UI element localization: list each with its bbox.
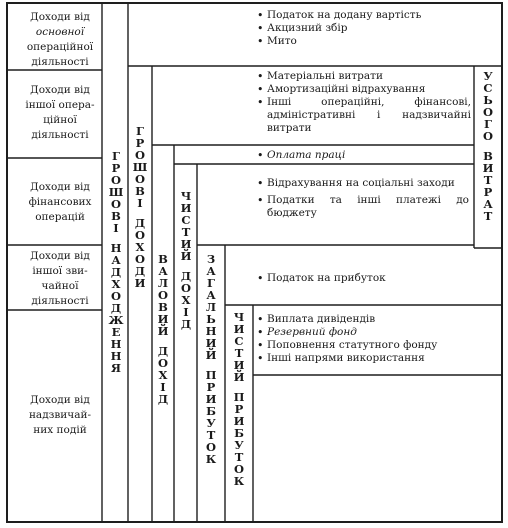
column-letter: О: [233, 462, 245, 476]
column-letter: Й: [157, 324, 169, 338]
column-letter: И: [157, 312, 169, 326]
column-letter: И: [233, 358, 245, 372]
list-profit-tax: [257, 272, 467, 285]
column-letter: Х: [111, 277, 121, 291]
list-social: [257, 177, 469, 220]
column-letter: Х: [135, 240, 145, 254]
column-letter: А: [111, 253, 121, 267]
column-letter: С: [483, 81, 493, 95]
column-letter: Д: [180, 269, 192, 283]
row-label-line: Доходи від: [30, 181, 90, 193]
column-letter: З: [206, 252, 216, 266]
column-letter: Х: [158, 368, 168, 382]
column-letter: І: [113, 221, 119, 235]
column-letter: А: [158, 264, 168, 278]
list-item: • Відрахування на соціальні заходи: [257, 177, 469, 190]
column-letter: Р: [234, 402, 244, 416]
list-item: • Виплата дивідендів: [257, 313, 497, 326]
row-label-line: діяльності: [31, 56, 89, 68]
column-letter: Л: [205, 300, 217, 314]
row-label-line: основної: [35, 26, 85, 38]
column-letter: О: [134, 172, 146, 186]
column-label-net-income: [178, 190, 194, 330]
column-letter: У: [483, 69, 493, 83]
column-letter: Б: [234, 426, 244, 440]
column-letter: И: [180, 201, 192, 215]
column-letter: Д: [134, 216, 146, 230]
column-letter: К: [233, 474, 245, 488]
column-letter: О: [482, 129, 494, 143]
column-letter: Г: [136, 124, 144, 138]
list-item: • Оплата праці: [257, 149, 467, 162]
column-letter: И: [134, 276, 146, 290]
column-letter: Х: [181, 293, 191, 307]
column-letter: П: [205, 368, 217, 382]
column-letter: Д: [110, 265, 122, 279]
column-letter: О: [134, 252, 146, 266]
column-letter: Т: [483, 209, 493, 223]
row-label-line: надзвичай-: [28, 409, 92, 421]
row-label-line: Доходи від: [30, 11, 90, 23]
column-letter: Т: [206, 428, 216, 442]
column-letter: С: [234, 334, 244, 348]
row-label-other-operating: [10, 83, 110, 143]
row-label-line: фінансових: [28, 196, 92, 208]
list-labor: [257, 149, 467, 162]
column-letter: Г: [112, 149, 120, 163]
column-letter: Д: [110, 301, 122, 315]
column-letter: В: [158, 252, 168, 266]
column-letter: А: [206, 288, 216, 302]
list-item: • Мито: [257, 35, 467, 48]
column-label-total-profit: [203, 253, 219, 465]
row-label-line: діяльності: [31, 129, 89, 141]
column-letter: Т: [181, 225, 191, 239]
column-letter: Т: [483, 173, 493, 187]
column-letter: О: [110, 197, 122, 211]
column-letter: И: [205, 336, 217, 350]
column-label-cash-receipts: [108, 150, 124, 374]
list-item: • Матеріальні витрати: [257, 70, 471, 83]
column-letter: Г: [207, 276, 215, 290]
column-letter: И: [205, 392, 217, 406]
column-letter: Е: [111, 325, 121, 339]
column-letter: О: [157, 356, 169, 370]
column-letter: О: [482, 105, 494, 119]
row-label-line: Доходи від: [30, 84, 90, 96]
column-letter: Й: [233, 370, 245, 384]
column-letter: Д: [180, 317, 192, 331]
column-label-total-costs: [480, 70, 496, 222]
list-expenses: [257, 70, 471, 135]
row-label-extraordinary: [10, 393, 110, 438]
row-label-main-operating: [10, 10, 110, 70]
column-letter: Й: [205, 348, 217, 362]
list-item: • Акцизний збір: [257, 22, 467, 35]
column-letter: Т: [234, 450, 244, 464]
column-letter: Д: [157, 344, 169, 358]
column-letter: Т: [234, 346, 244, 360]
column-letter: Б: [206, 404, 216, 418]
list-item: • Податок на прибуток: [257, 272, 467, 285]
column-letter: К: [205, 452, 217, 466]
column-letter: И: [482, 161, 494, 175]
list-item: • Податок на додану вартість: [257, 9, 467, 22]
column-letter: Ш: [132, 160, 148, 174]
row-label-line: операцій: [35, 211, 85, 223]
column-letter: Н: [110, 349, 122, 363]
column-letter: Д: [157, 392, 169, 406]
row-label-line: Доходи від: [30, 250, 90, 262]
row-label-line: іншої опера-: [25, 99, 95, 111]
list-item: • Амортизаційні відрахування: [257, 83, 471, 96]
column-letter: Ь: [483, 93, 493, 107]
column-letter: В: [483, 149, 493, 163]
list-item: • Поповнення статутного фонду: [257, 339, 497, 352]
column-letter: В: [158, 300, 168, 314]
column-letter: Р: [206, 380, 216, 394]
column-letter: Ч: [180, 189, 192, 203]
column-letter: А: [206, 264, 216, 278]
list-distribution: [257, 313, 497, 365]
row-label-line: Доходи від: [30, 394, 90, 406]
row-label-financial: [10, 180, 110, 225]
column-letter: И: [233, 414, 245, 428]
row-label-line: них подій: [33, 424, 87, 436]
row-label-line: іншої зви-: [32, 265, 88, 277]
column-letter: І: [160, 380, 166, 394]
column-letter: Д: [134, 264, 146, 278]
column-letter: И: [233, 322, 245, 336]
column-letter: Н: [110, 337, 122, 351]
list-item: • Податки та інші платежі до бюджету: [257, 194, 469, 220]
list-item: • Інші операційні, фінансові, адміністративні і надзвичайні витрати: [257, 96, 471, 135]
column-letter: Р: [111, 161, 121, 175]
column-letter: Я: [110, 361, 122, 375]
column-letter: Ш: [108, 185, 124, 199]
column-letter: І: [137, 196, 143, 210]
column-letter: П: [233, 390, 245, 404]
list-item: • Резервний фонд: [257, 326, 497, 339]
column-letter: Ь: [206, 312, 216, 326]
column-letter: І: [183, 305, 189, 319]
column-letter: О: [180, 281, 192, 295]
list-item: • Інші напрями використання: [257, 352, 497, 365]
column-label-cash-income: [132, 125, 148, 289]
column-letter: Й: [180, 249, 192, 263]
row-label-other-ordinary: [10, 249, 110, 309]
list-taxes: [257, 9, 467, 48]
column-letter: О: [110, 289, 122, 303]
column-letter: А: [483, 197, 493, 211]
column-letter: В: [111, 209, 121, 223]
column-letter: С: [181, 213, 191, 227]
column-letter: В: [135, 184, 145, 198]
column-letter: Р: [135, 136, 145, 150]
column-letter: Н: [110, 241, 122, 255]
column-letter: И: [180, 237, 192, 251]
column-label-net-profit: [231, 311, 247, 487]
column-letter: О: [205, 440, 217, 454]
row-label-line: чайної: [41, 280, 79, 292]
column-letter: У: [234, 438, 244, 452]
row-label-line: ційної: [43, 114, 77, 126]
column-letter: Ч: [233, 310, 245, 324]
column-letter: Н: [205, 324, 217, 338]
column-letter: У: [206, 416, 216, 430]
row-label-line: діяльності: [31, 295, 89, 307]
column-letter: О: [134, 148, 146, 162]
column-letter: О: [157, 288, 169, 302]
column-letter: Р: [483, 185, 493, 199]
column-letter: Л: [157, 276, 169, 290]
column-label-gross-income: [155, 253, 171, 405]
column-letter: Ж: [108, 313, 124, 327]
column-letter: О: [110, 173, 122, 187]
column-letter: Г: [484, 117, 492, 131]
column-letter: О: [134, 228, 146, 242]
row-label-line: операційної: [26, 41, 94, 53]
